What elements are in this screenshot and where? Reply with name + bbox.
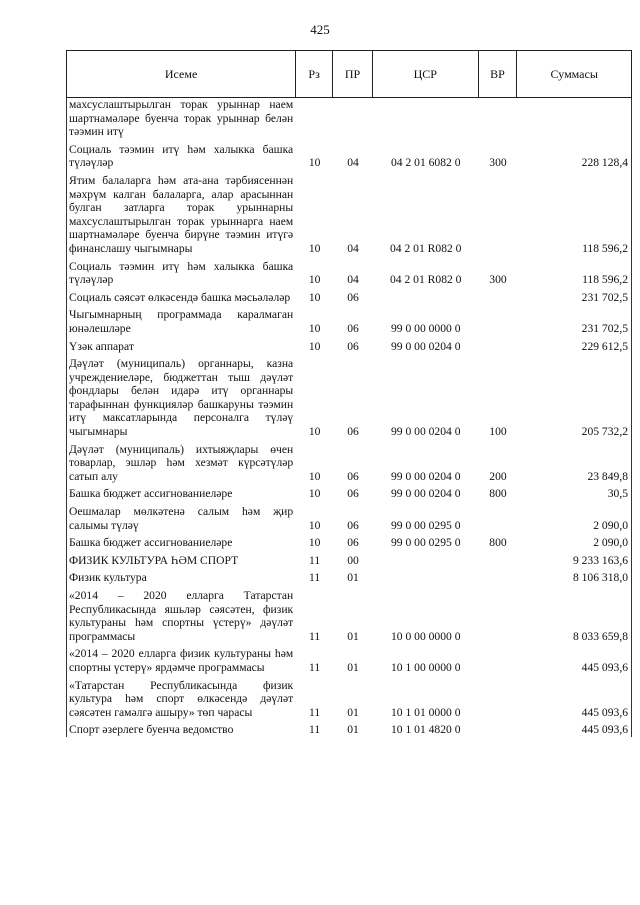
cell-pr: 06 (347, 339, 359, 353)
table-body (66, 98, 632, 737)
budget-table (66, 50, 632, 737)
table-row (67, 554, 631, 568)
cell-rz: 10 (308, 156, 321, 170)
cell-pr: 06 (347, 487, 359, 501)
cell-name: ФИЗИК КУЛЬТУРА ҺӘМ СПОРТ (69, 553, 239, 567)
table-row (67, 723, 631, 737)
cell-sum: 2 090,0 (593, 536, 629, 550)
cell-name: Дәүләт (муниципаль) ихтыяҗлары өчен товарлар, эшләр һәм хезмәт күрсәтүләр сатып алу (69, 442, 294, 483)
cell-pr: 06 (347, 321, 359, 335)
cell-csr: 04 2 01 R082 0 (389, 241, 462, 255)
cell-csr: 10 1 01 0000 0 (390, 705, 461, 719)
cell-rz: 10 (308, 290, 321, 304)
cell-rz: 11 (309, 629, 321, 643)
table-header (66, 50, 632, 98)
cell-sum: 205 732,2 (581, 425, 629, 439)
cell-sum: 23 849,8 (587, 469, 629, 483)
header-pr: ПР (333, 51, 373, 97)
cell-pr: 06 (347, 536, 359, 550)
cell-name: махсуслаштырылган торак урыннар наем шартнамәләре буенча торак урыннар белән тәэмин итү (69, 98, 294, 139)
cell-rz: 10 (308, 536, 321, 550)
cell-vr: 800 (489, 487, 507, 501)
header-vr: ВР (479, 51, 518, 97)
header-name: Исеме (67, 51, 296, 97)
table-row (67, 291, 631, 305)
cell-rz: 10 (308, 321, 321, 335)
cell-vr: 800 (489, 536, 507, 550)
cell-sum: 231 702,5 (581, 290, 629, 304)
cell-sum: 228 128,4 (581, 156, 629, 170)
cell-csr: 10 1 01 4820 0 (390, 723, 461, 737)
cell-csr: 10 0 00 0000 0 (390, 629, 461, 643)
table-row (67, 589, 631, 643)
cell-vr: 100 (489, 425, 507, 439)
cell-rz: 10 (308, 273, 321, 287)
table-row (67, 571, 631, 585)
cell-name: Социаль тәэмин итү һәм халыкка башка түләүләр (69, 142, 294, 170)
table-row (67, 174, 631, 256)
cell-pr: 04 (347, 273, 359, 287)
header-csr: ЦСР (373, 51, 479, 97)
cell-sum: 118 596,2 (582, 273, 629, 287)
cell-sum: 8 033 659,8 (572, 629, 629, 643)
cell-vr: 300 (489, 156, 507, 170)
cell-csr: 10 1 00 0000 0 (390, 660, 461, 674)
cell-sum: 9 233 163,6 (572, 553, 629, 567)
cell-name: «Татарстан Республикасында физик культура һәм спорт өлкәсендә дәүләт сәясәтен гамәлгә ашыру» төп чарасы (69, 678, 294, 719)
cell-sum: 445 093,6 (581, 723, 629, 737)
cell-name: Социаль сәясәт өлкәсендә башка мәсьәләләр (69, 290, 291, 304)
cell-csr: 99 0 00 0000 0 (390, 321, 461, 335)
cell-sum: 445 093,6 (581, 705, 629, 719)
table-row (67, 340, 631, 354)
cell-csr: 99 0 00 0204 0 (390, 487, 461, 501)
cell-rz: 10 (308, 487, 321, 501)
table-row (67, 443, 631, 484)
cell-rz: 10 (308, 518, 321, 532)
cell-name: Физик культура (69, 571, 147, 585)
table-row (67, 679, 631, 720)
table-row (67, 308, 631, 335)
cell-pr: 06 (347, 518, 359, 532)
cell-pr: 04 (347, 241, 359, 255)
cell-sum: 2 090,0 (593, 518, 629, 532)
cell-sum: 118 596,2 (582, 241, 629, 255)
cell-pr: 01 (347, 629, 359, 643)
cell-pr: 06 (347, 290, 359, 304)
header-rz: Рз (296, 51, 333, 97)
table-row (67, 536, 631, 550)
page-number: 425 (310, 22, 330, 37)
cell-csr: 04 2 01 6082 0 (390, 156, 461, 170)
cell-rz: 11 (309, 571, 321, 585)
cell-vr: 200 (489, 469, 507, 483)
cell-pr: 06 (347, 425, 359, 439)
cell-name: Ятим балаларга һәм ата-ана тәрбиясеннән мәхрүм калган балаларга, алар арасыннан булган затларга торак урыннарны махсуслаштырылган торак урыннарга наем шартнамәләре буенча бирүне тәэмин итүгә финанслашу чыгымнары (69, 173, 294, 255)
cell-rz: 10 (308, 469, 321, 483)
cell-rz: 11 (309, 553, 321, 567)
cell-pr: 01 (347, 705, 359, 719)
cell-rz: 10 (308, 241, 321, 255)
cell-sum: 229 612,5 (581, 339, 629, 353)
table-row (67, 647, 631, 674)
cell-pr: 04 (347, 156, 359, 170)
cell-csr: 99 0 00 0295 0 (390, 518, 461, 532)
table-row (67, 143, 631, 170)
cell-rz: 11 (309, 660, 321, 674)
cell-pr: 00 (347, 553, 359, 567)
cell-rz: 10 (308, 425, 321, 439)
cell-csr: 99 0 00 0204 0 (390, 469, 461, 483)
cell-csr: 99 0 00 0295 0 (390, 536, 461, 550)
cell-pr: 06 (347, 469, 359, 483)
cell-rz: 10 (308, 339, 321, 353)
table-row (67, 357, 631, 439)
cell-name: Дәүләт (муниципаль) органнары, казна учреждениеләре, бюджеттан тыш дәүләт фондлары белән идарә итү органнары тарафыннан функцияләр башкаруны тәэмин итү максатларында персоналга түләү чыгымнары (69, 357, 294, 439)
cell-rz: 11 (309, 723, 321, 737)
cell-name: «2014 – 2020 елларга физик культураны һәм спортны үстерү» ярдәмче программасы (69, 647, 294, 674)
cell-pr: 01 (347, 660, 359, 674)
cell-pr: 01 (347, 571, 359, 585)
cell-rz: 11 (309, 705, 321, 719)
cell-csr: 04 2 01 R082 0 (389, 273, 462, 287)
cell-sum: 8 106 318,0 (572, 571, 629, 585)
cell-name: Спорт әзерлеге буенча ведомство (69, 723, 234, 737)
cell-name: Башка бюджет ассигнованиеләре (69, 536, 233, 550)
cell-pr: 01 (347, 723, 359, 737)
cell-name: Үзәк аппарат (69, 339, 134, 353)
table-row (67, 505, 631, 532)
cell-name: Оешмалар мөлкәтенә салым һәм җир салымы түләү (69, 505, 294, 532)
cell-name: Башка бюджет ассигнованиеләре (69, 487, 233, 501)
cell-vr: 300 (489, 273, 507, 287)
header-sum: Суммасы (550, 66, 598, 81)
cell-name: Чыгымнарның программада каралмаган юнәлешләре (69, 308, 294, 335)
table-row (67, 98, 631, 139)
cell-csr: 99 0 00 0204 0 (390, 425, 461, 439)
cell-sum: 231 702,5 (581, 321, 629, 335)
cell-name: «2014 – 2020 елларга Татарстан Республикасында яшьләр сәясәтен, физик культураны һәм спортны үстерү» дәүләт программасы (69, 589, 294, 643)
table-row (67, 260, 631, 287)
cell-name: Социаль тәэмин итү һәм халыкка башка түләүләр (69, 259, 294, 287)
cell-sum: 30,5 (607, 487, 629, 501)
table-row (67, 487, 631, 501)
cell-sum: 445 093,6 (581, 660, 629, 674)
cell-csr: 99 0 00 0204 0 (390, 339, 461, 353)
